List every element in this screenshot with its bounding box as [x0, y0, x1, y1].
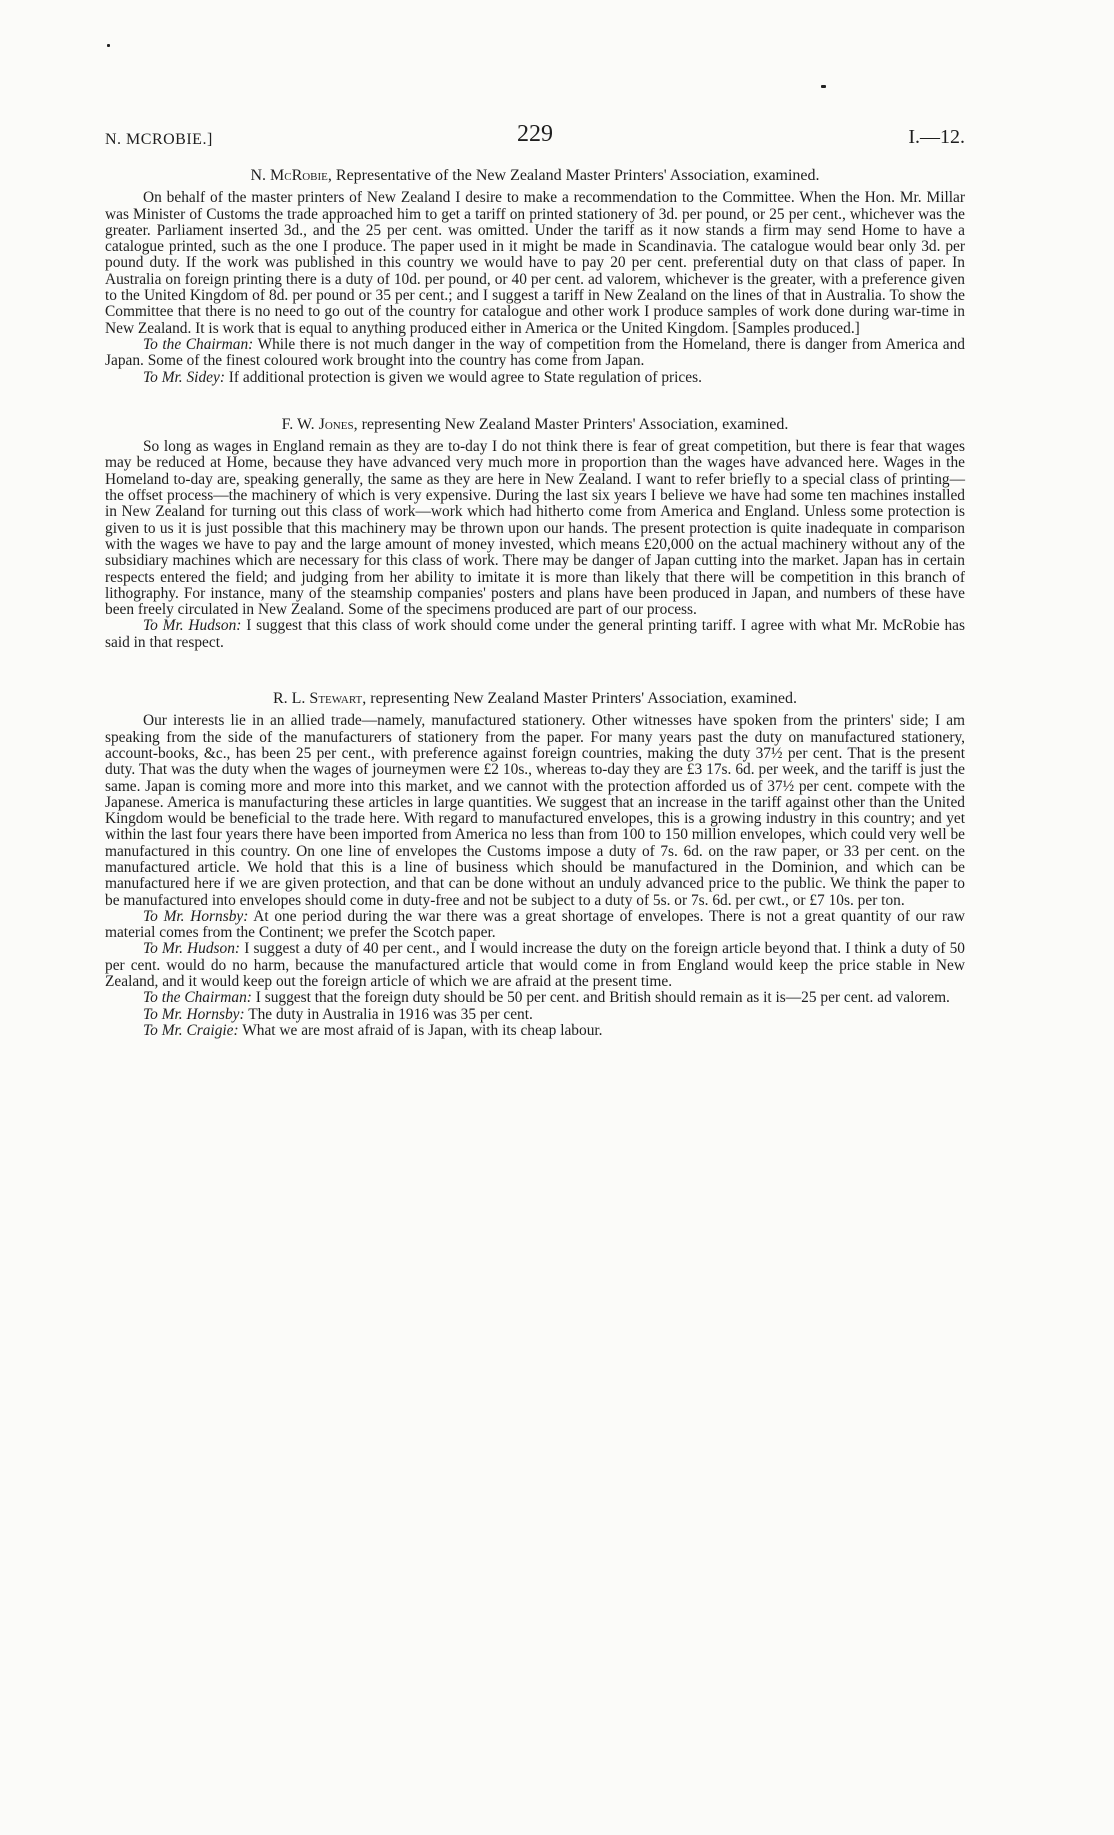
- witness-description: , Representative of the New Zealand Master Printers' Association, examined.: [327, 167, 820, 184]
- paragraph-text: On behalf of the master printers of New Zealand I desire to make a recommendation to the Committee. When the Hon. Mr. Millar was Minister of Customs the trade approached him to get a tariff on printed stationery of 3d. per pound, or 25 per cent., whichever was the greater. Parliament inserted 3d., and the 25 per cent. was omitted. Under the tariff as it now stands a firm may send Home to have a catalogue printed, such as the one I produce. The paper used in it might be made in Scandinavia. The catalogue would bear only 3d. per pound duty. If the work was published in this country we would have to pay 20 per cent. preferential duty on that class of paper. In Australia on foreign printing there is a duty of 10d. per pound, or 40 per cent. ad valorem, whichever is the greater, with a preference given to the United Kingdom of 8d. per pound or 35 per cent.; and I suggest a tariff in New Zealand on the lines of that in Australia. To show the Committee that there is no need to go out of the country for catalogue and other work I produce samples of work done during war-time in New Zealand. It is work that is equal to anything produced either in America or the United Kingdom. [Samples produced.]: [105, 189, 965, 337]
- running-head: [105, 121, 965, 153]
- addressee: To the Chairman:: [143, 989, 252, 1007]
- witness-section-jones: [105, 417, 965, 651]
- testimony-paragraph: [105, 190, 965, 337]
- witness-name: F. W. Jones: [281, 415, 354, 433]
- paragraph-text: At one period during the war there was a great shortage of envelopes. There is not a great quantity of our raw material comes from the Continent; we prefer the Scotch paper.: [105, 907, 965, 942]
- addressee: To Mr. Hudson:: [143, 940, 241, 958]
- testimony-paragraph: [105, 1023, 965, 1039]
- testimony-paragraph: [105, 370, 965, 386]
- paragraph-text: I suggest that this class of work should come under the general printing tariff. I agree with what Mr. McRobie has said in that respect.: [105, 617, 966, 651]
- paragraph-text: So long as wages in England remain as they are to-day I do not think there is fear of great competition, but there is fear that wages may be reduced at Home, because they have advanced very much more in proportion than the wages have advanced here. Wages in the Homeland to-day are, speaking generally, the same as they are here in New Zealand. I want to refer briefly to a special class of printing—the offset process—the machinery of which is very expensive. During the last six years I believe we have had some ten machines installed in New Zealand for turning out this class of work—work which had hitherto come from America and England. Unless some protection is given to us it is just possible that this machinery may be thrown upon our hands. The present protection is quite inadequate in comparison with the wages we have to pay and the large amount of money invested, which means £20,000 on the actual machinery without any of the subsidiary machines which are necessary for this class of work. There may be danger of Japan cutting into the market. Japan has in certain respects entered the field; and judging from her ability to imitate it is more than likely that there will be competition in this branch of lithography. For instance, many of the steamship companies' posters and plans have been produced in Japan, and numbers of these have been freely circulated in New Zealand. Some of the specimens produced are part of our process.: [105, 438, 965, 619]
- witness-section-mcrobie: [105, 168, 965, 386]
- addressee: To Mr. Hornsby:: [143, 907, 249, 925]
- section-spacer: [105, 651, 965, 691]
- testimony-paragraph: [105, 713, 965, 909]
- testimony-paragraph: [105, 337, 965, 370]
- document-reference: I.—12.: [908, 126, 965, 148]
- section-heading: [105, 417, 965, 433]
- witness-header: N. MCROBIE.]: [105, 131, 213, 148]
- witness-description: , representing New Zealand Master Printers' Association, examined.: [362, 690, 798, 708]
- witness-section-stewart: [105, 691, 965, 1039]
- scan-speck: [821, 85, 826, 88]
- addressee: To Mr. Hornsby:: [143, 1005, 245, 1023]
- testimony-paragraph: [105, 909, 965, 942]
- paragraph-text: I suggest a duty of 40 per cent., and I would increase the duty on the foreign article beyond that. I think a duty of 50 per cent. would do no harm, because the manufactured article that would come in from England would keep the price stable in New Zealand, and it would keep out the foreign article of which we are afraid at the present time.: [105, 940, 965, 991]
- section-heading: [105, 691, 965, 707]
- testimony-paragraph: [105, 439, 965, 618]
- paragraph-text: If additional protection is given we would agree to State regulation of prices.: [224, 368, 702, 386]
- paragraph-text: I suggest that the foreign duty should be 50 per cent. and British should remain as it is—25 per cent. ad valorem.: [251, 989, 950, 1007]
- addressee: To Mr. Sidey:: [143, 368, 225, 386]
- paragraph-text: Our interests lie in an allied trade—namely, manufactured stationery. Other witnesses have spoken from the printers' side; I am speaking from the side of the manufacturers of stationery from the paper. For many years past the duty on manufactured stationery, account-books, &c., has been 25 per cent., with preference against foreign countries, making the duty 37½ per cent. That is the present duty. That was the duty when the wages of journeymen were £2 10s., whereas to-day they are £3 17s. 6d. per week, and the tariff is just the same. Japan is coming more and more into this market, and we cannot with the protection afforded us of 37½ per cent. compete with the Japanese. America is manufacturing these articles in large quantities. We suggest that an increase in the tariff against other than the United Kingdom would be beneficial to the trade here. With regard to manufactured envelopes, this is a growing industry in this country; and yet within the last four years there have been imported from America no less than from 100 to 150 million envelopes, which could very well be manufactured in this country. On one line of envelopes the Customs impose a duty of 7s. 6d. on the raw paper, or 33 per cent. on the manufactured article. We hold that this is a line of business which should be manufactured in the Dominion, and which can be manufactured here if we are given protection, and that can be done without an unduly advanced price to the public. We think the paper to be manufactured into envelopes should come in duty-free and not be subject to a duty of 5s. or 7s. 6d. per cwt., or £7 10s. per ton.: [105, 712, 965, 909]
- testimony-paragraph: [105, 618, 965, 651]
- addressee: To the Chairman:: [143, 335, 254, 353]
- testimony-paragraph: [105, 1007, 965, 1023]
- testimony-paragraph: [105, 990, 965, 1006]
- addressee: To Mr. Hudson:: [143, 617, 242, 635]
- paragraph-text: What we are most afraid of is Japan, with its cheap labour.: [238, 1021, 603, 1039]
- witness-description: , representing New Zealand Master Printers' Association, examined.: [353, 415, 789, 433]
- addressee: To Mr. Craigie:: [143, 1021, 239, 1039]
- paragraph-text: While there is not much danger in the way of competition from the Homeland, there is danger from America and Japan. Some of the finest coloured work brought into the country has come from Japan.: [105, 335, 965, 370]
- witness-name: N. McRobie: [250, 167, 328, 184]
- section-spacer: [105, 386, 965, 417]
- witness-name: R. L. Stewart: [272, 690, 363, 708]
- page-number: 229: [517, 121, 553, 147]
- section-heading: [105, 168, 965, 184]
- document-body: [105, 168, 965, 1039]
- paragraph-text: The duty in Australia in 1916 was 35 per cent.: [244, 1005, 533, 1023]
- scan-speck: [107, 44, 110, 47]
- testimony-paragraph: [105, 941, 965, 990]
